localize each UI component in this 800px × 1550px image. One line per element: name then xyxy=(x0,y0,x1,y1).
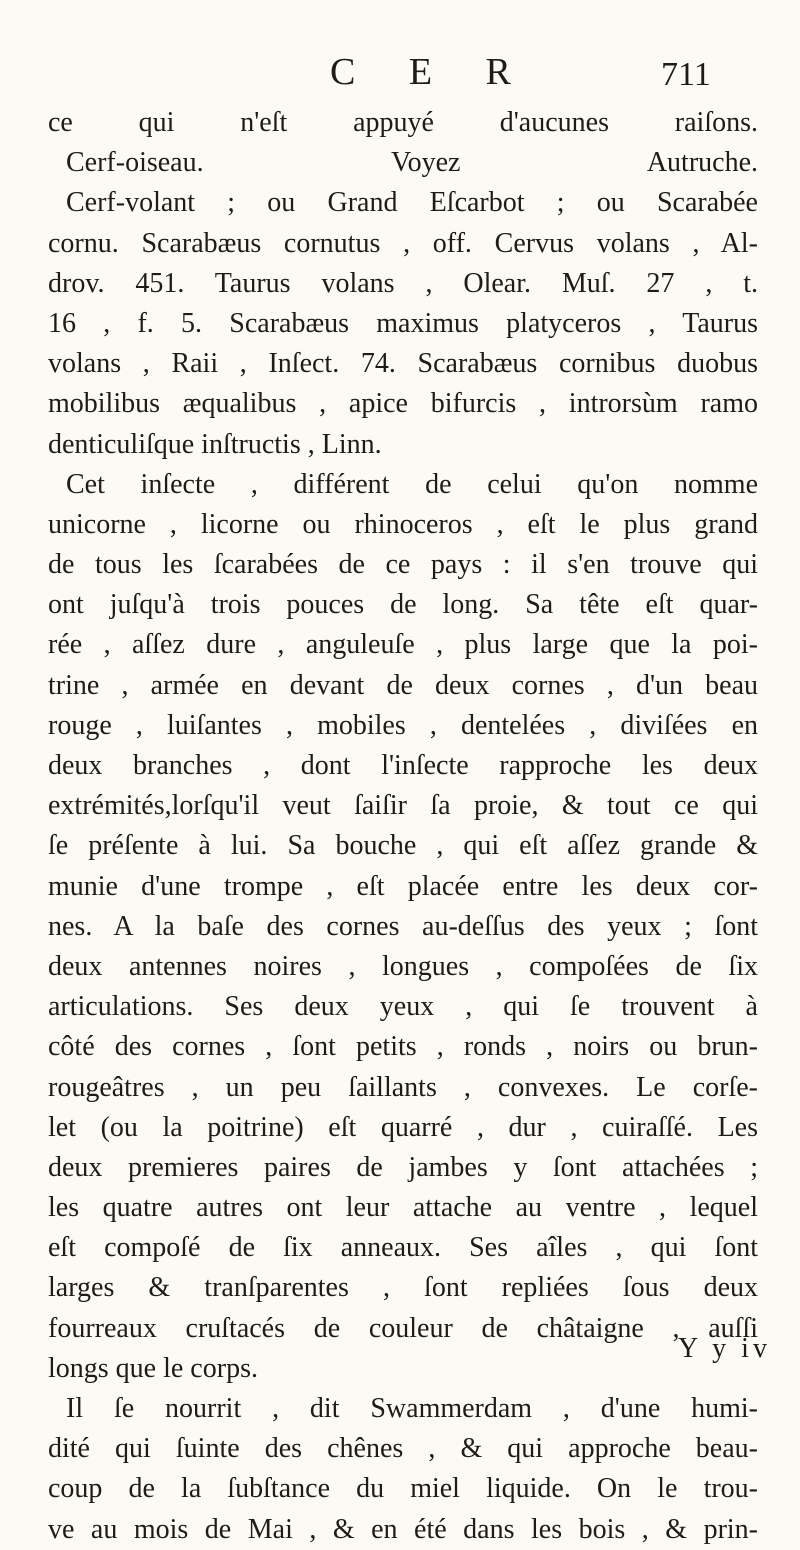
text-line: dité qui ſuinte des chênes , & qui approche beau- xyxy=(48,1433,758,1465)
text-line: eſt compoſé de ſix anneaux. Ses aîles , qui ſont xyxy=(48,1232,758,1264)
text-line: ont juſqu'à trois pouces de long. Sa tête eſt quar- xyxy=(48,589,758,621)
catchword: Y y iv xyxy=(678,1333,771,1364)
text-line: coup de la ſubſtance du miel liquide. On le trou- xyxy=(48,1473,758,1505)
text-line: côté des cornes , ſont petits , ronds , noirs ou brun- xyxy=(48,1031,758,1063)
text-line: trine , armée en devant de deux cornes , d'un beau xyxy=(48,669,758,701)
text-line: deux antennes noires , longues , compoſées de ſix xyxy=(48,950,758,982)
running-head xyxy=(0,50,800,100)
text-line: Cerf-oiseau. Voyez Autruche. xyxy=(66,147,758,179)
page-number: 711 xyxy=(661,56,711,93)
text-line: rouge , luiſantes , mobiles , dentelées , diviſées en xyxy=(48,709,758,741)
text-line: Il ſe nourrit , dit Swammerdam , d'une humi- xyxy=(66,1393,758,1424)
text-line: Cerf-volant ; ou Grand Eſcarbot ; ou Scarabée xyxy=(66,187,758,219)
text-line: Cet inſecte , différent de celui qu'on nomme xyxy=(66,468,758,500)
text-line: larges & tranſparentes , ſont repliées ſous deux xyxy=(48,1272,758,1304)
text-line: denticuliſque inſtructis , Linn. xyxy=(48,428,382,460)
text-line: rée , aſſez dure , anguleuſe , plus large que la poi- xyxy=(48,629,758,661)
text-line: mobilibus æqualibus , apice bifurcis , introrsùm ramo xyxy=(48,388,758,420)
text-line: volans , Raii , Inſect. 74. Scarabæus cornibus duobus xyxy=(48,348,758,380)
text-line: les quatre autres ont leur attache au ventre , lequel xyxy=(48,1192,758,1224)
text-line: rougeâtres , un peu ſaillants , convexes. Le corſe- xyxy=(48,1071,758,1103)
text-line: drov. 451. Taurus volans , Olear. Muſ. 27 , t. xyxy=(48,267,758,299)
text-line: ce qui n'eſt appuyé d'aucunes raiſons. xyxy=(48,107,758,138)
text-line: let (ou la poitrine) eſt quarré , dur , cuiraſſé. Les xyxy=(48,1111,758,1143)
text-line: de tous les ſcarabées de ce pays : il s'en trouve qui xyxy=(48,549,758,581)
body-text xyxy=(48,103,758,1550)
text-line: extrémités,lorſqu'il veut ſaiſir ſa proie, & tout ce qui xyxy=(48,790,758,822)
text-line: articulations. Ses deux yeux , qui ſe trouvent à xyxy=(48,991,758,1023)
text-line: fourreaux cruſtacés de couleur de châtaigne , auſſi xyxy=(48,1312,758,1344)
text-line: 16 , f. 5. Scarabæus maximus platyceros , Taurus xyxy=(48,307,758,339)
text-line: deux premieres paires de jambes y ſont attachées ; xyxy=(48,1151,758,1183)
text-line: deux branches , dont l'inſecte rapproche les deux xyxy=(48,750,758,781)
text-line: ſe préſente à lui. Sa bouche , qui eſt aſſez grande & xyxy=(48,830,758,862)
text-line: longs que le corps. xyxy=(48,1352,258,1384)
text-line: unicorne , licorne ou rhinoceros , eſt le plus grand xyxy=(48,508,758,540)
text-line: cornu. Scarabæus cornutus , off. Cervus volans , Al- xyxy=(48,227,758,259)
running-title: C E R xyxy=(330,51,533,93)
text-line: nes. A la baſe des cornes au-deſſus des yeux ; ſont xyxy=(48,910,758,942)
text-line: munie d'une trompe , eſt placée entre les deux cor- xyxy=(48,870,758,902)
text-line: ve au mois de Mai , & en été dans les bois , & prin- xyxy=(48,1513,758,1545)
